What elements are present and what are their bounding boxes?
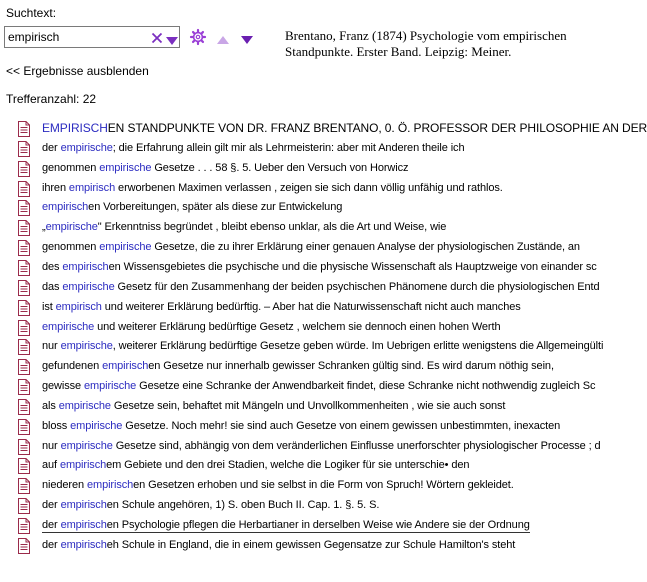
triangle-up-icon[interactable]: [216, 32, 230, 42]
hide-results-link[interactable]: << Ergebnisse ausblenden: [6, 64, 149, 78]
result-text-after: EN STANDPUNKTE VON DR. FRANZ BRENTANO, 0. Ö. PROFESSOR DER PHILOSOPHIE AN DER: [107, 121, 647, 135]
document-icon: [17, 518, 31, 534]
result-text-after: Gesetze, die zu ihrer Erklärung einer genauen Analyse der physiologischen Zustände, an: [151, 241, 580, 254]
result-text: [42, 301, 521, 313]
result-highlight: empirische: [62, 280, 115, 293]
search-box: [4, 26, 180, 48]
result-text: [42, 360, 554, 372]
result-highlight: empirisch: [55, 300, 102, 313]
result-text-before: auf: [42, 459, 60, 472]
result-highlight: empirische: [60, 340, 113, 353]
result-text-after: en Wissensgebietes die psychische und die physische Wissenschaft als Hauptzweige von einander sc: [108, 260, 597, 273]
result-row[interactable]: [0, 516, 588, 536]
result-row[interactable]: [0, 377, 596, 397]
result-text-before: der: [42, 141, 61, 154]
search-input[interactable]: [8, 29, 146, 45]
result-highlight: empirisch: [60, 499, 107, 512]
result-row[interactable]: [0, 278, 600, 298]
result-highlight: empirisch: [59, 459, 107, 472]
result-row[interactable]: [0, 139, 588, 159]
result-row[interactable]: [0, 159, 588, 179]
result-text-before: bloss: [42, 419, 71, 432]
result-highlight: empirische: [84, 380, 137, 393]
close-icon[interactable]: [151, 31, 163, 43]
result-text-before: nur: [42, 439, 61, 452]
result-highlight: empirische: [70, 419, 123, 432]
result-text-after: ; die Erfahrung allein gilt mir als Lehrmeisterin: aber mit Anderen theile ich: [112, 141, 465, 154]
result-highlight: empirische: [58, 399, 111, 412]
result-text: [42, 499, 379, 511]
hit-count: Trefferanzahl: 22: [6, 92, 97, 106]
document-icon: [17, 359, 31, 375]
result-highlight: empirisch: [102, 360, 149, 373]
result-row[interactable]: [0, 198, 588, 218]
result-row[interactable]: [0, 357, 588, 377]
result-text-after: en Schule angehören, 1) S. oben Buch II. Cap. 1. §. 5. S.: [106, 499, 380, 512]
result-row[interactable]: [0, 337, 604, 357]
result-text: [42, 400, 505, 412]
result-highlight: empirisch: [60, 519, 107, 531]
result-row[interactable]: [0, 238, 588, 258]
document-icon: [17, 260, 31, 276]
result-text-before: ihren: [42, 181, 69, 194]
result-text: [42, 519, 530, 533]
result-highlight: empirisch: [86, 479, 134, 492]
result-text-after: Gesetze sein, behaftet mit Mängeln und Unvollkommenheiten , wie sie auch sonst: [110, 399, 506, 412]
result-row[interactable]: [0, 476, 588, 496]
result-highlight: empirisch: [68, 181, 116, 194]
result-row[interactable]: [0, 258, 597, 278]
document-icon: [17, 200, 31, 216]
result-row[interactable]: [0, 397, 588, 417]
result-text-after: en Psychologie pflegen die Herbartianer in derselben Weise wie Andere sie der Ordnung: [106, 519, 530, 531]
result-text-after: und weiterer Erklärung bedürftig. – Aber hat die Naturwissenschaft nicht auch manches: [101, 300, 521, 313]
result-text-before: nur: [42, 340, 61, 353]
result-text-after: en Gesetze nur innerhalb gewisser Schranken gültig sind. Es wird darum nöthig sein,: [148, 360, 554, 373]
result-text-after: Gesetze eine Schranke der Anwendbarkeit findet, diese Schranke nicht nothwendig zugleich Sc: [136, 380, 596, 393]
result-text: [42, 380, 595, 392]
document-icon: [17, 121, 31, 137]
result-text: [42, 479, 514, 491]
result-text-before: der: [42, 499, 61, 512]
document-icon: [17, 419, 31, 435]
source-citation: Brentano, Franz (1874) Psychologie vom empirischen Standpunkte. Erster Band. Leipzig: Meiner.: [285, 28, 567, 59]
result-row[interactable]: [0, 536, 588, 556]
result-highlight: empirische: [99, 241, 152, 254]
result-highlight: empirische: [60, 141, 113, 154]
result-text-before: gewisse: [42, 380, 84, 393]
result-text-after: und weiterer Erklärung bedürftige Gesetz , welchem sie dennoch einen hohen Werth: [94, 320, 501, 333]
result-text-before: der: [42, 538, 61, 551]
result-text: [42, 142, 464, 154]
triangle-down-icon[interactable]: [240, 32, 254, 42]
search-label: Suchtext:: [6, 6, 57, 20]
result-text-after: , weiterer Erklärung bedürftige Gesetze geben würde. Im Uebrigen erlitte wenigstens die Allgemeingülti: [112, 340, 604, 353]
result-text: [42, 201, 342, 213]
result-row[interactable]: [0, 496, 588, 516]
result-text-before: ist: [42, 300, 56, 313]
result-text: [42, 261, 597, 273]
result-text-before: „: [42, 221, 46, 234]
result-text-after: en Gesetzen erhoben und sie selbst in die Form von Spruch! Wörtern gekleidet.: [133, 479, 514, 492]
result-text-before: der: [42, 519, 61, 531]
result-highlight: empirische: [99, 161, 152, 174]
result-row[interactable]: [0, 179, 588, 199]
chevron-down-icon[interactable]: [166, 33, 178, 42]
result-text-after: em Gebiete und den drei Stadien, welche die Logiker für sie unterschie• den: [106, 459, 470, 472]
result-row[interactable]: [0, 218, 588, 238]
result-text-after: Gesetz für den Zusammenhang der beiden psychischen Phänomene durch die physiologischen Entd: [114, 280, 600, 293]
document-icon: [17, 538, 31, 554]
document-icon: [17, 280, 31, 296]
result-text-after: Gesetze sind, abhängig von dem veränderlichen Einflusse unerforschter physiologischer Processe ; d: [112, 439, 601, 452]
document-icon: [17, 161, 31, 177]
document-icon: [17, 181, 31, 197]
result-highlight: empirische: [60, 439, 113, 452]
result-row[interactable]: [0, 318, 588, 338]
result-text-after: eh Schule in England, die in einem gewissen Gegensatze zur Schule Hamilton's steht: [106, 538, 516, 551]
result-text-after: en Vorbereitungen, später als diese zur Entwickelung: [88, 201, 343, 214]
result-text: [42, 121, 647, 135]
result-text-before: als: [42, 399, 59, 412]
document-icon: [17, 399, 31, 415]
result-text: [42, 539, 515, 551]
result-text: [42, 321, 500, 333]
result-text: [42, 162, 408, 174]
result-text: [42, 440, 601, 452]
result-text-before: genommen: [42, 241, 100, 254]
document-icon: [17, 339, 31, 355]
result-row[interactable]: [0, 437, 601, 457]
result-text: [42, 221, 446, 233]
result-text: [42, 420, 560, 432]
document-icon: [17, 478, 31, 494]
result-text-after: Gesetze . . . 58 §. 5. Ueber den Versuch von Horwicz: [151, 161, 409, 174]
result-text: [42, 459, 469, 471]
result-text-after: Gesetze. Noch mehr! sie sind auch Gesetze von einem gewissen unbestimmten, inexacten: [122, 419, 561, 432]
document-icon: [17, 379, 31, 395]
result-text-after: " Erkenntniss begründet , bleibt ebenso unklar, als die Art und Weise, wie: [97, 221, 447, 234]
result-highlight: empirische: [42, 320, 95, 333]
result-highlight: empirisch: [60, 538, 107, 551]
document-icon: [17, 220, 31, 236]
result-text: [42, 340, 603, 352]
document-icon: [17, 439, 31, 455]
result-row[interactable]: [0, 456, 588, 476]
result-text: [42, 241, 580, 253]
result-text: [42, 281, 599, 293]
result-highlight: empirisch: [42, 201, 89, 214]
result-text: [42, 182, 503, 194]
result-row[interactable]: [0, 417, 588, 437]
result-text-before: niederen: [42, 479, 87, 492]
document-icon: [17, 300, 31, 316]
result-text-before: des: [42, 260, 63, 273]
document-icon: [17, 320, 31, 336]
result-row[interactable]: [0, 119, 647, 139]
gear-icon[interactable]: [190, 29, 206, 45]
result-highlight: empirische: [45, 221, 98, 234]
result-text-before: genommen: [42, 161, 100, 174]
document-icon: [17, 141, 31, 157]
result-highlight: EMPIRISCH: [42, 121, 108, 135]
result-highlight: empirisch: [62, 260, 109, 273]
result-text-before: das: [42, 280, 63, 293]
document-icon: [17, 458, 31, 474]
result-row[interactable]: [0, 298, 588, 318]
result-text-after: erworbenen Maximen verlassen , zeigen sie sich dann völlig unfähig und rathlos.: [115, 181, 503, 194]
document-icon: [17, 498, 31, 514]
document-icon: [17, 240, 31, 256]
result-text-before: gefundenen: [42, 360, 103, 373]
